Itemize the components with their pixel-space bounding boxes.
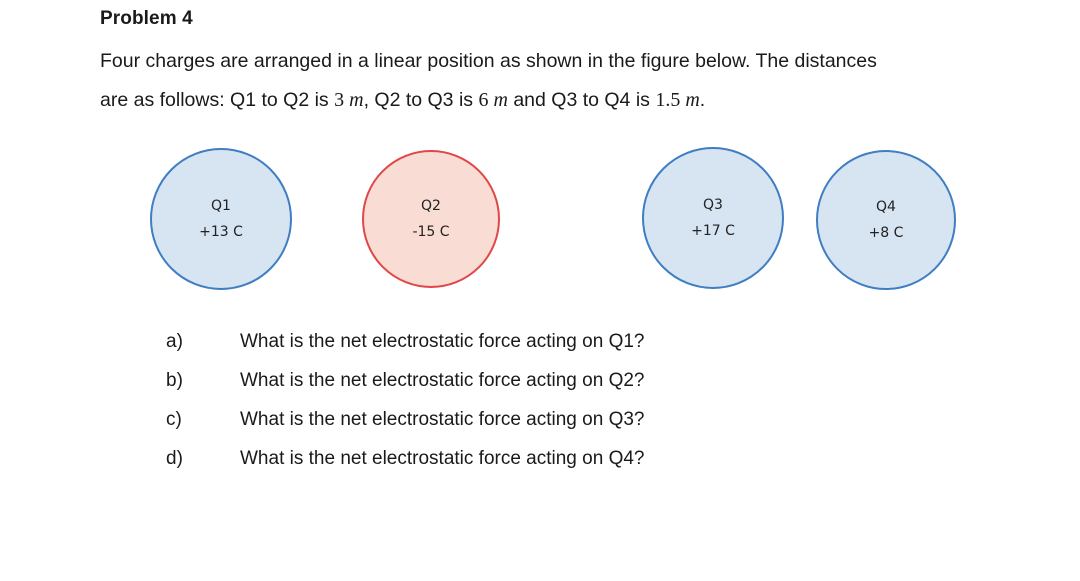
distance-q1-q2-value: 3 xyxy=(334,89,345,111)
question-item xyxy=(0,370,1080,409)
charge-q1 xyxy=(150,148,292,290)
charge-q2-value: -15 C xyxy=(412,224,450,240)
distance-q1-q2 xyxy=(334,89,363,111)
question-item xyxy=(0,409,1080,448)
question-text: What is the net electrostatic force acting on Q3? xyxy=(240,409,645,430)
distance-q2-q3-value: 6 xyxy=(478,89,489,111)
question-text: What is the net electrostatic force acting on Q1? xyxy=(240,331,645,352)
charge-q2 xyxy=(362,150,500,288)
distance-q3-q4-unit: m xyxy=(685,89,700,111)
question-letter: c) xyxy=(166,409,182,430)
intro-text-b: , Q2 to Q3 is xyxy=(363,89,479,111)
charge-q3-name: Q3 xyxy=(703,197,723,213)
distance-q3-q4 xyxy=(655,89,699,111)
intro-line-1: Four charges are arranged in a linear position as shown in the figure below. The distances xyxy=(100,50,877,72)
charge-q3-value: +17 C xyxy=(691,223,735,239)
intro-text-c: and Q3 to Q4 is xyxy=(507,89,656,111)
distance-q3-q4-value: 1.5 xyxy=(655,89,681,111)
distance-q1-q2-unit: m xyxy=(349,89,364,111)
charge-q2-name: Q2 xyxy=(421,198,441,214)
intro-text-end: . xyxy=(699,89,706,111)
distance-q2-q3-unit: m xyxy=(493,89,508,111)
charge-q4 xyxy=(816,150,956,290)
question-letter: b) xyxy=(166,370,183,391)
problem-intro xyxy=(100,42,1040,120)
distance-q2-q3 xyxy=(478,89,507,111)
question-text: What is the net electrostatic force acting on Q4? xyxy=(240,448,645,469)
question-list xyxy=(0,331,1080,487)
intro-line-2 xyxy=(100,81,1040,120)
question-item xyxy=(0,331,1080,370)
problem-title: Problem 4 xyxy=(100,8,193,29)
question-item xyxy=(0,448,1080,487)
charge-q4-value: +8 C xyxy=(868,225,904,241)
charge-q1-value: +13 C xyxy=(199,224,243,240)
charge-q4-name: Q4 xyxy=(876,199,896,215)
charge-q3 xyxy=(642,147,784,289)
question-text: What is the net electrostatic force acting on Q2? xyxy=(240,370,645,391)
question-letter: d) xyxy=(166,448,183,469)
intro-text-a: are as follows: Q1 to Q2 is xyxy=(100,89,335,111)
question-letter: a) xyxy=(166,331,183,352)
charge-q1-name: Q1 xyxy=(211,198,231,214)
